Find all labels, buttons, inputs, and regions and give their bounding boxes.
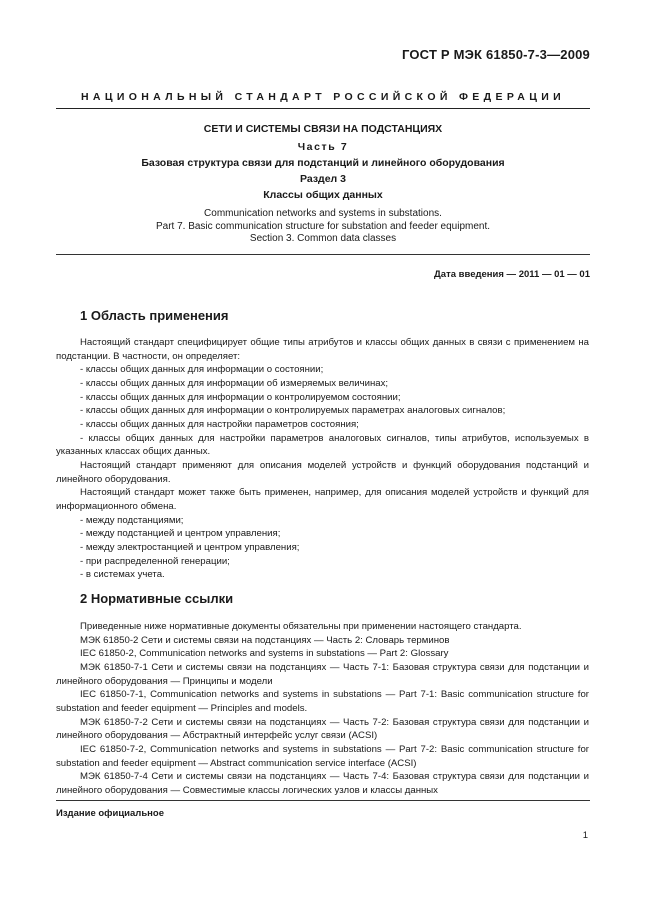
subtitle: Базовая структура связи для подстанций и линейного оборудования <box>141 157 505 169</box>
list-item: - между подстанцией и центром управления; <box>80 528 281 540</box>
reference-item: IEC 61850-2, Communication networks and systems in substations — Part 2: Glossary <box>80 648 449 660</box>
paragraph: Настоящий стандарт применяют для описания моделей устройств и функций оборудования подстанций и линейного оборудования. <box>56 459 589 485</box>
reference-item: IEC 61850-7-1, Communication networks and systems in substations — Part 7-1: Basic communication structure for substation and feeder equipment — Principles and models. <box>56 689 589 714</box>
english-title-line: Section 3. Common data classes <box>249 233 397 244</box>
page-number: 1 <box>582 830 588 841</box>
part-label: Часть 7 <box>297 141 349 153</box>
list-item: - классы общих данных для информации о контролируемых параметрах аналоговых сигналов; <box>80 405 506 417</box>
list-item: - в системах учета. <box>80 569 165 581</box>
header-divider <box>56 108 590 109</box>
footer-divider <box>56 800 590 801</box>
section-heading-references: 2 Нормативные ссылки <box>80 591 234 606</box>
list-item: - классы общих данных для настройки параметров состояния; <box>80 418 359 430</box>
standard-code: ГОСТ Р МЭК 61850-7-3—2009 <box>401 47 590 62</box>
english-title-line: Part 7. Basic communication structure for substation and feeder equipment. <box>155 220 491 232</box>
reference-item: МЭК 61850-7-1 Сети и системы связи на подстанциях — Часть 7-1: Базовая структура связи для подстанции и линейного оборудования — Принципы и модели <box>56 661 589 687</box>
section-label: Раздел 3 <box>300 173 346 185</box>
national-standard-banner: НАЦИОНАЛЬНЫЙ СТАНДАРТ РОССИЙСКОЙ ФЕДЕРАЦИИ <box>80 91 566 103</box>
introduction-date: Дата введения — 2011 — 01 — 01 <box>434 269 590 280</box>
paragraph: Настоящий стандарт может также быть применен, например, для описания моделей устройств и функций для информационного обмена. <box>56 487 589 512</box>
reference-item: МЭК 61850-7-4 Сети и системы связи на подстанциях — Часть 7-4: Базовая структура связи для подстанции и линейного оборудования — Совместимые классы логических узлов и классы данных <box>56 771 589 796</box>
scope-text <box>56 336 589 582</box>
list-item: - классы общих данных для информации о состоянии; <box>80 364 324 376</box>
reference-item: МЭК 61850-2 Сети и системы связи на подстанциях — Часть 2: Словарь терминов <box>80 634 450 646</box>
reference-item: МЭК 61850-7-2 Сети и системы связи на подстанциях — Часть 7-2: Базовая структура связи для подстанции и линейного оборудования — Абстрактный интерфейс услуг связи (ACSI) <box>56 716 589 742</box>
references-text <box>56 620 589 798</box>
list-item: - между электростанцией и центром управления; <box>80 541 300 553</box>
english-title-line: Communication networks and systems in substations. <box>204 208 442 219</box>
title-divider <box>56 254 590 255</box>
paragraph: Приведенные ниже нормативные документы обязательны при применении настоящего стандарта. <box>80 621 522 632</box>
list-item: - классы общих данных для информации об измеряемых величинах; <box>80 377 389 389</box>
paragraph: Настоящий стандарт специфицирует общие типы атрибутов и классы общих данных в связи с применением на подстанции. В частности, он определяет: <box>56 337 589 362</box>
reference-item: IEC 61850-7-2, Communication networks and systems in substations — Part 7-2: Basic communication structure for substation and feeder equipment — Abstract communication service interface (ACSI) <box>56 743 589 769</box>
list-item: - при распределенной генерации; <box>80 555 230 567</box>
title-line: СЕТИ И СИСТЕМЫ СВЯЗИ НА ПОДСТАНЦИЯХ <box>203 123 443 135</box>
list-item: - классы общих данных для информации о контролируемом состоянии; <box>80 391 401 403</box>
section-title: Классы общих данных <box>263 189 383 201</box>
list-item: - классы общих данных для настройки параметров аналоговых сигналов, типы атрибутов, используемых в указанных классах общих данных. <box>56 432 589 458</box>
official-edition-label: Издание официальное <box>56 808 164 819</box>
section-heading-scope: 1 Область применения <box>80 308 229 323</box>
list-item: - между подстанциями; <box>80 514 184 526</box>
